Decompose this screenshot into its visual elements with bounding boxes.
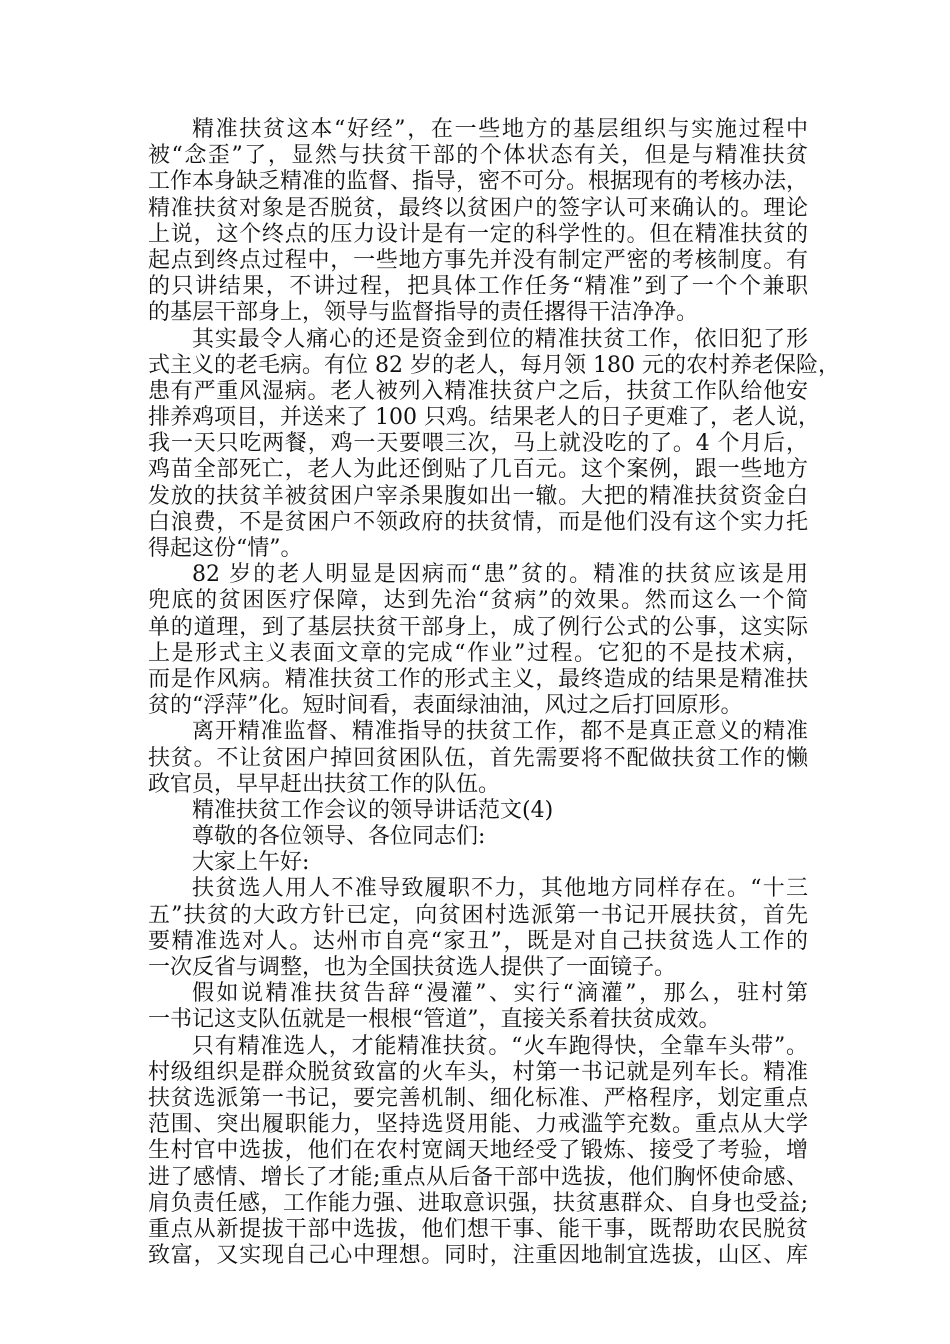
text-line: 重点从新提拔干部中选拔，他们想干事、能干事，既帮助农民脱贫 [148,1216,808,1242]
body-text [148,117,840,1269]
text-line: 离开精准监督、精准指导的扶贫工作，都不是真正意义的精准 [192,719,808,745]
text-line: 得起这份“情”。 [148,536,303,561]
text-line: 上是形式主义表面文章的完成“作业”过程。它犯的不是技术病， [148,640,808,666]
text-line: 致富，又实现自己心中理想。同时，注重因地制宜选拔，山区、库 [148,1243,808,1269]
text-line: 单的道理，到了基层扶贫干部身上，成了例行公式的公事，这实际 [148,614,808,640]
text-line: 82 岁的老人明显是因病而“患”贫的。精准的扶贫应该是用 [192,562,808,588]
text-line: 精准扶贫工作会议的领导讲话范文(4) [192,797,554,823]
text-line: 式主义的老毛病。有位 82 岁的老人，每月领 180 元的农村养老保险， [148,352,840,378]
text-line: 假如说精准扶贫告辞“漫灌”、实行“滴灌”，那么，驻村第 [192,981,808,1007]
text-line: 其实最令人痛心的还是资金到位的精准扶贫工作，依旧犯了形 [192,326,808,352]
text-line: 发放的扶贫羊被贫困户宰杀果腹如出一辙。大把的精准扶贫资金白 [148,483,808,509]
text-line: 贫的“浮萍”化。短时间看，表面绿油油，风过之后打回原形。 [148,693,743,719]
text-line: 精准扶贫对象是否脱贫，最终以贫困户的签字认可来确认的。理论 [148,195,808,221]
text-line: 上说，这个终点的压力设计是有一定的科学性的。但在精准扶贫的 [148,221,808,247]
text-line: 兜底的贫困医疗保障，达到先治“贫病”的效果。然而这么一个简 [148,588,808,614]
text-line: 患有严重风湿病。老人被列入精准扶贫户之后，扶贫工作队给他安 [148,378,808,404]
text-line: 被“念歪”了，显然与扶贫干部的个体状态有关，但是与精准扶贫 [148,143,808,169]
text-line: 尊敬的各位领导、各位同志们: [192,824,486,850]
text-line: 大家上午好: [192,850,310,876]
text-line: 生村官中选拔，他们在农村宽阔天地经受了锻炼、接受了考验，增 [148,1138,808,1164]
text-line: 扶贫选派第一书记，要完善机制、细化标准、严格程序，划定重点 [148,1085,808,1111]
text-line: 排养鸡项目，并送来了 100 只鸡。结果老人的日子更难了，老人说， [148,405,820,431]
text-line: 起点到终点过程中，一些地方事先并没有制定严密的考核制度。有 [148,247,808,273]
text-line: 精准扶贫这本“好经”，在一些地方的基层组织与实施过程中 [192,117,808,142]
text-line: 进了感情、增长了才能;重点从后备干部中选拔，他们胸怀使命感、 [148,1164,808,1190]
text-line: 一次反省与调整，也为全国扶贫选人提供了一面镜子。 [148,955,677,980]
text-line: 范围、突出履职能力，坚持选贤用能、力戒滥竽充数。重点从大学 [148,1112,808,1138]
text-line: 我一天只吃两餐，鸡一天要喂三次，马上就没吃的了。4 个月后， [148,431,808,457]
text-line: 的基层干部身上，领导与监督指导的责任撂得干洁净净。 [148,300,699,326]
text-line: 只有精准选人，才能精准扶贫。“火车跑得快，全靠车头带”。 [192,1033,808,1059]
text-line: 一书记这支队伍就是一根根“管道”，直接关系着扶贫成效。 [148,1007,721,1033]
text-line: 政官员，早早赶出扶贫工作的队伍。 [148,771,501,797]
text-line: 而是作风病。精准扶贫工作的形式主义，最终造成的结果是精准扶 [148,666,808,692]
text-line: 的只讲结果，不讲过程，把具体工作任务“精准”到了一个个兼职 [148,274,808,300]
text-line: 肩负责任感，工作能力强、进取意识强，扶贫惠群众、自身也受益; [148,1190,808,1216]
text-line: 五”扶贫的大政方针已定，向贫困村选派第一书记开展扶贫，首先 [148,902,808,928]
text-line: 鸡苗全部死亡，老人为此还倒贴了几百元。这个案例，跟一些地方 [148,457,808,483]
text-line: 工作本身缺乏精准的监督、指导，密不可分。根据现有的考核办法， [148,169,809,195]
text-line: 白浪费，不是贫困户不领政府的扶贫情，而是他们没有这个实力托 [148,509,808,535]
text-line: 扶贫。不让贫困户掉回贫困队伍，首先需要将不配做扶贫工作的懒 [148,745,808,771]
text-line: 扶贫选人用人不准导致履职不力，其他地方同样存在。“十三 [192,876,808,902]
text-line: 村级组织是群众脱贫致富的火车头，村第一书记就是列车长。精准 [148,1059,808,1085]
text-line: 要精准选对人。达州市自亮“家丑”，既是对自己扶贫选人工作的 [148,928,808,954]
